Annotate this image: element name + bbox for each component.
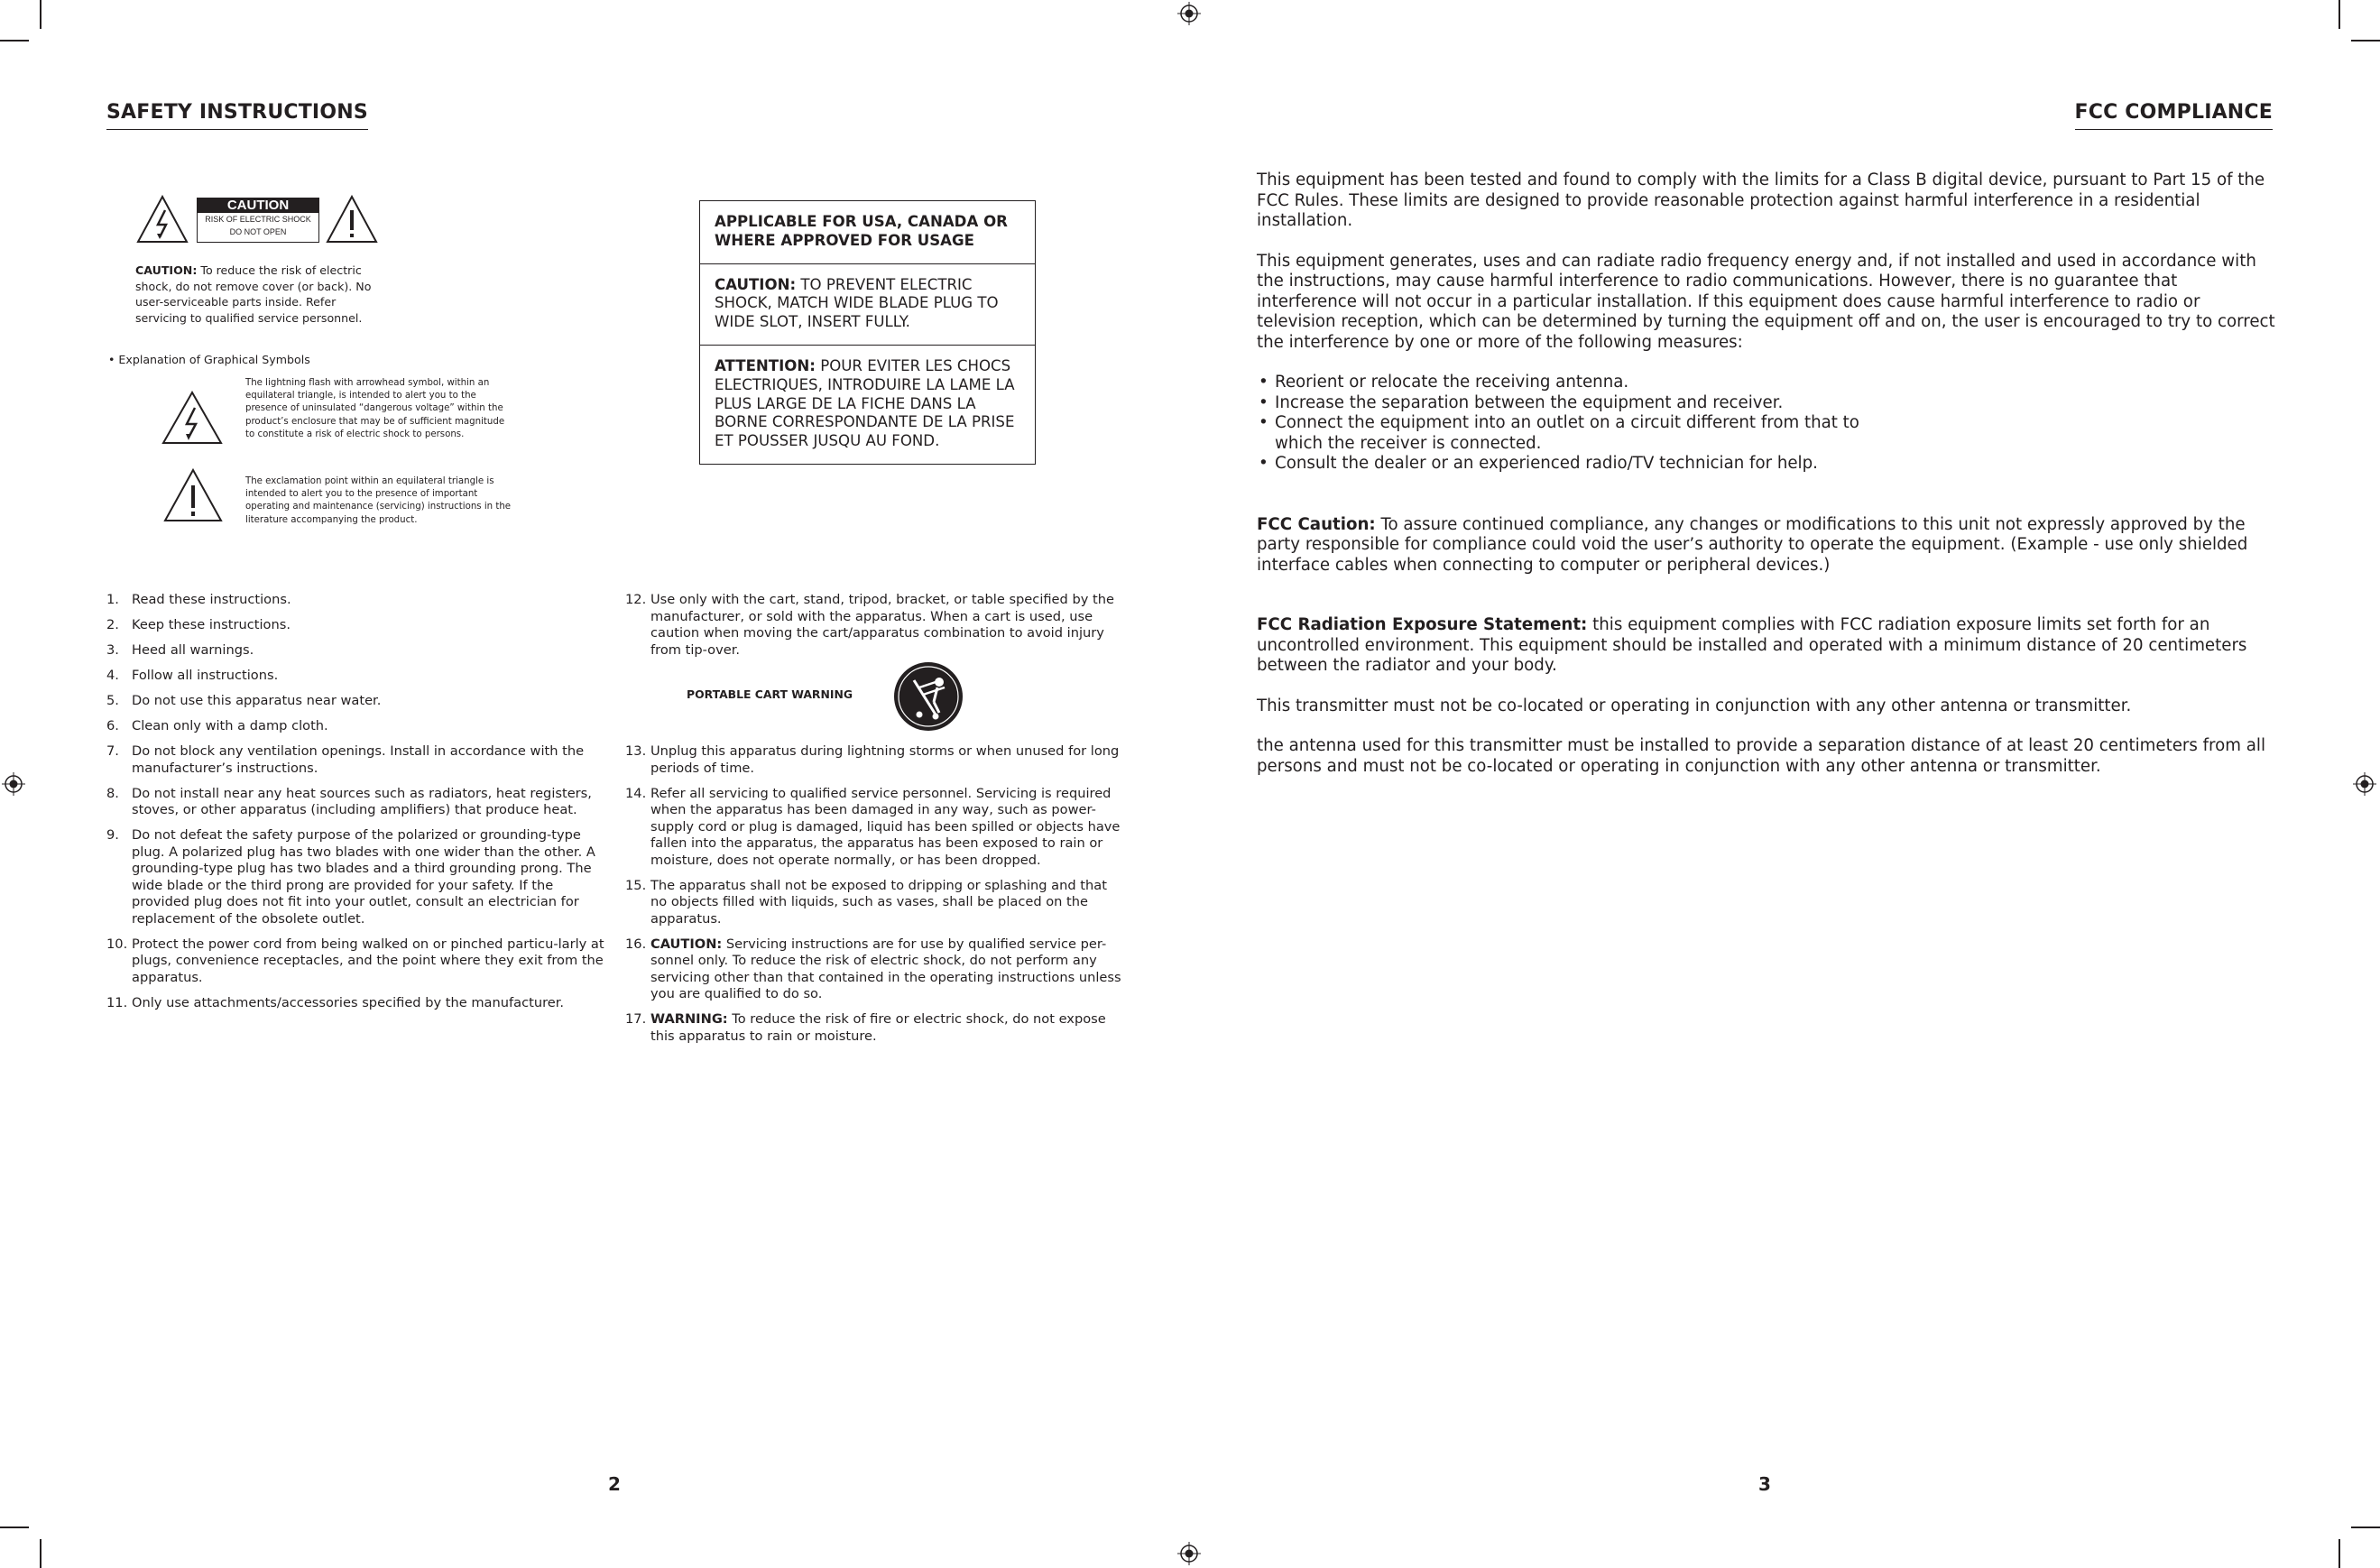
list-item bbox=[106, 827, 604, 927]
exclamation-triangle-icon bbox=[162, 467, 224, 523]
list-item: • Connect the equipment into an outlet on a circuit different from that to which the receiver is connected. bbox=[1259, 413, 1859, 453]
item-text: Do not install near any heat sources such as radiators, heat registers, stoves, or other apparatus (including amplifiers) that produce heat. bbox=[132, 785, 592, 817]
applicable-attention-label: ATTENTION: bbox=[715, 356, 816, 374]
fcc-caution-label: FCC Caution: bbox=[1257, 514, 1376, 534]
item-text: Only use attachments/accessories specified by the manufacturer. bbox=[132, 994, 565, 1010]
list-item bbox=[106, 995, 604, 1012]
fcc-antenna: the antenna used for this transmitter must be installed to provide a separation distance of at least 20 centimeters from all persons and must not be co-located or operating in conjunction with any other antenna or transmitter. bbox=[1257, 736, 2265, 776]
page-number-right: 3 bbox=[1758, 1473, 1771, 1495]
list-item: • Increase the separation between the equipment and receiver. bbox=[1259, 392, 1784, 412]
fcc-compliance-title: FCC COMPLIANCE bbox=[2075, 101, 2273, 130]
crop-mark bbox=[2338, 1539, 2340, 1568]
crop-mark bbox=[0, 40, 29, 42]
item-text: Do not defeat the safety purpose of the polarized or grounding-type plug. A polarized plug has two blades with one wider than the other. A grounding-type plug has two blades and a third grounding prong. The wide blade or the third prong are provided for your safety. If the provided plug does not fit into your outlet, consult an electrician for replacement of the obsolete outlet. bbox=[132, 827, 595, 927]
item-number: 8. bbox=[106, 785, 119, 801]
list-item bbox=[625, 878, 1123, 928]
crop-mark bbox=[2351, 40, 2380, 42]
fcc-radiation-text: this equipment complies with FCC radiation exposure limits set forth for an uncontrolled environment. This equipment should be installed and operated with a minimum distance of 20 centimeters between the radiator and your body. bbox=[1257, 615, 2247, 675]
portable-cart-warning-icon bbox=[892, 660, 964, 733]
item-number: 2. bbox=[106, 617, 119, 632]
list-item bbox=[106, 718, 604, 735]
item-number: 12. bbox=[625, 592, 647, 607]
item-text: Clean only with a damp cloth. bbox=[132, 718, 328, 733]
item-number: 10. bbox=[106, 936, 128, 952]
item-number: 11. bbox=[106, 994, 128, 1010]
registration-mark-icon bbox=[1177, 2, 1201, 25]
fcc-body bbox=[1257, 171, 2278, 777]
applicable-caution-text: TO PREVENT ELECTRIC SHOCK, MATCH WIDE BLADE PLUG TO WIDE SLOT, INSERT FULLY. bbox=[715, 275, 999, 331]
list-item: • Reorient or relocate the receiving antenna. bbox=[1259, 373, 1629, 392]
exclamation-explanation: The exclamation point within an equilateral triangle is intended to alert you to the presence of important operating and maintenance (servicing) instructions in the literature accompanying the product. bbox=[245, 476, 512, 525]
caution-box-title: CAUTION bbox=[198, 198, 318, 213]
item-text: Follow all instructions. bbox=[132, 668, 279, 683]
caution-note-text: To reduce the risk of electric shock, do not remove cover (or back). No user-serviceable parts inside. Refer servicing to qualified service personnel. bbox=[135, 263, 372, 325]
fcc-caution bbox=[1257, 515, 2278, 576]
item-number: 7. bbox=[106, 743, 119, 759]
bullet-text: Increase the separation between the equipment and receiver. bbox=[1275, 392, 1784, 412]
crop-mark bbox=[40, 1539, 42, 1568]
caution-box-line2: DO NOT OPEN bbox=[229, 227, 287, 236]
list-item bbox=[625, 592, 1123, 659]
item-number: 4. bbox=[106, 668, 119, 683]
item-number: 13. bbox=[625, 743, 647, 759]
item-number: 1. bbox=[106, 592, 119, 607]
measures-list bbox=[1257, 373, 1888, 475]
fcc-transmitter: This transmitter must not be co-located or operating in conjunction with any other antenna or transmitter. bbox=[1257, 696, 2132, 715]
fcc-paragraph-2: This equipment generates, uses and can radiate radio frequency energy and, if not installed and used in accordance with the instructions, may cause harmful interference to radio communications. However, there is no guarantee that interference will not occur in a particular installation. If this equipment does cause harmful interference to radio or television reception, which can be determined by turning the equipment off and on, the user is encouraged to try to correct the interference by one or more of the following measures: bbox=[1257, 251, 2275, 352]
item-text: Refer all servicing to qualified service personnel. Servicing is required when the apparatus has been damaged in any way, such as power-supply cord or plug is damaged, liquid has been spilled or objects have fallen into the apparatus, the apparatus has been exposed to rain or moisture, does not operate normally, or has been dropped. bbox=[650, 785, 1121, 868]
instructions-item-12 bbox=[625, 592, 1123, 668]
crop-mark bbox=[0, 1526, 29, 1528]
item-text: Heed all warnings. bbox=[132, 642, 254, 658]
safety-instructions-title: SAFETY INSTRUCTIONS bbox=[106, 101, 368, 130]
applicable-caution-cell bbox=[700, 263, 1035, 345]
fcc-radiation-label: FCC Radiation Exposure Statement: bbox=[1257, 615, 1588, 634]
list-item: • Consult the dealer or an experienced radio/TV technician for help. bbox=[1259, 454, 1818, 473]
registration-mark-icon bbox=[1177, 1542, 1201, 1565]
fcc-caution-text: To assure continued compliance, any changes or modifications to this unit not expressly approved by the party responsible for compliance could void the user’s authority to operate the equipment. (Example - use only shielded interface cables when connecting to computer or peripheral devices.) bbox=[1257, 514, 2248, 575]
applicable-title-cell bbox=[700, 201, 1035, 263]
applicable-caution-label: CAUTION: bbox=[715, 275, 797, 293]
cart-warning-label: PORTABLE CART WARNING bbox=[687, 687, 853, 701]
lightning-explanation: The lightning flash with arrowhead symbol, within an equilateral triangle, is intended to alert you to the presence of uninsulated “dangerous voltage” within the product’s enclosure that may be of sufficient magnitude to constitute a risk of electric shock to persons. bbox=[245, 378, 505, 439]
bullet-text: Reorient or relocate the receiving antenna. bbox=[1275, 373, 1629, 392]
applicable-attention-cell bbox=[700, 345, 1035, 464]
item-bold: WARNING: bbox=[650, 1011, 728, 1027]
crop-mark bbox=[2338, 0, 2340, 29]
item-text: The apparatus shall not be exposed to dripping or splashing and that no objects filled with liquids, such as vases, shall be placed on the apparatus. bbox=[650, 877, 1107, 927]
list-item bbox=[625, 786, 1123, 870]
registration-mark-icon bbox=[2353, 772, 2376, 796]
item-text: Unplug this apparatus during lightning storms or when unused for long periods of time. bbox=[650, 743, 1120, 776]
registration-mark-icon bbox=[2, 772, 25, 796]
list-item bbox=[106, 617, 604, 634]
list-item bbox=[106, 642, 604, 659]
list-item bbox=[106, 693, 604, 710]
list-item bbox=[106, 668, 604, 685]
item-text: Protect the power cord from being walked on or pinched particu-larly at plugs, convenience receptacles, and the point where they exit from the apparatus. bbox=[132, 936, 604, 985]
list-item bbox=[625, 743, 1123, 777]
item-text: Do not block any ventilation openings. Install in accordance with the manufacturer’s instructions. bbox=[132, 743, 585, 776]
crop-mark bbox=[40, 0, 42, 29]
fcc-paragraph-1: This equipment has been tested and found to comply with the limits for a Class B digital device, pursuant to Part 15 of the FCC Rules. These limits are designed to provide reasonable protection against harmful interference in a residential installation. bbox=[1257, 171, 2265, 230]
caution-note bbox=[135, 263, 375, 326]
applicable-title: APPLICABLE FOR USA, CANADA OR WHERE APPROVED FOR USAGE bbox=[715, 213, 1008, 249]
fcc-radiation bbox=[1257, 615, 2278, 677]
item-text: To reduce the risk of fire or electric shock, do not expose this apparatus to rain or moisture. bbox=[650, 1011, 1106, 1044]
item-number: 17. bbox=[625, 1011, 647, 1027]
list-item bbox=[625, 936, 1123, 1003]
crop-mark bbox=[2351, 1526, 2380, 1528]
item-number: 9. bbox=[106, 827, 119, 843]
item-text: Read these instructions. bbox=[132, 592, 291, 607]
lightning-triangle-icon bbox=[161, 390, 224, 446]
caution-label bbox=[135, 192, 381, 248]
item-text: Servicing instructions are for use by qualified service per-sonnel only. To reduce the risk of electric shock, do not perform any servicing other than that contained in the operating instructions unless you are qualified to do so. bbox=[650, 936, 1121, 1001]
item-number: 15. bbox=[625, 877, 647, 893]
explanation-title: • Explanation of Graphical Symbols bbox=[108, 353, 310, 366]
item-number: 16. bbox=[625, 936, 647, 952]
lightning-triangle-icon bbox=[135, 194, 189, 244]
list-item bbox=[106, 592, 604, 609]
list-item bbox=[106, 786, 604, 819]
applicable-box bbox=[699, 200, 1036, 465]
page-number-left: 2 bbox=[608, 1473, 621, 1495]
item-number: 3. bbox=[106, 642, 119, 658]
caution-box bbox=[197, 198, 319, 243]
applicable-attention-text: POUR EVITER LES CHOCS ELECTRIQUES, INTRODUIRE LA LAME LA PLUS LARGE DE LA FICHE DANS LA BORNE CORRESPONDANTE DE LA PRISE ET POUSSER JUSQU AU FOND. bbox=[715, 356, 1015, 450]
exclamation-triangle-icon bbox=[325, 194, 379, 244]
caution-note-label: CAUTION: bbox=[135, 263, 198, 277]
item-text: Use only with the cart, stand, tripod, bracket, or table specified by the manufacturer, or sold with the apparatus. When a cart is used, use caution when moving the cart/apparatus combination to avoid injury from tip-over. bbox=[650, 592, 1114, 658]
list-item bbox=[625, 1011, 1123, 1045]
item-number: 6. bbox=[106, 718, 119, 733]
item-number: 5. bbox=[106, 693, 119, 708]
instructions-list-2 bbox=[625, 743, 1123, 1054]
caution-box-line1: RISK OF ELECTRIC SHOCK bbox=[205, 215, 311, 224]
bullet-text: Consult the dealer or an experienced radio/TV technician for help. bbox=[1275, 454, 1818, 473]
bullet-text: Connect the equipment into an outlet on a circuit different from that to which the receiver is connected. bbox=[1275, 413, 1859, 453]
item-number: 14. bbox=[625, 785, 647, 801]
instructions-list-1 bbox=[106, 592, 604, 1020]
item-text: Do not use this apparatus near water. bbox=[132, 693, 382, 708]
item-text: Keep these instructions. bbox=[132, 617, 291, 632]
list-item bbox=[106, 743, 604, 777]
list-item bbox=[106, 936, 604, 987]
item-bold: CAUTION: bbox=[650, 936, 723, 952]
